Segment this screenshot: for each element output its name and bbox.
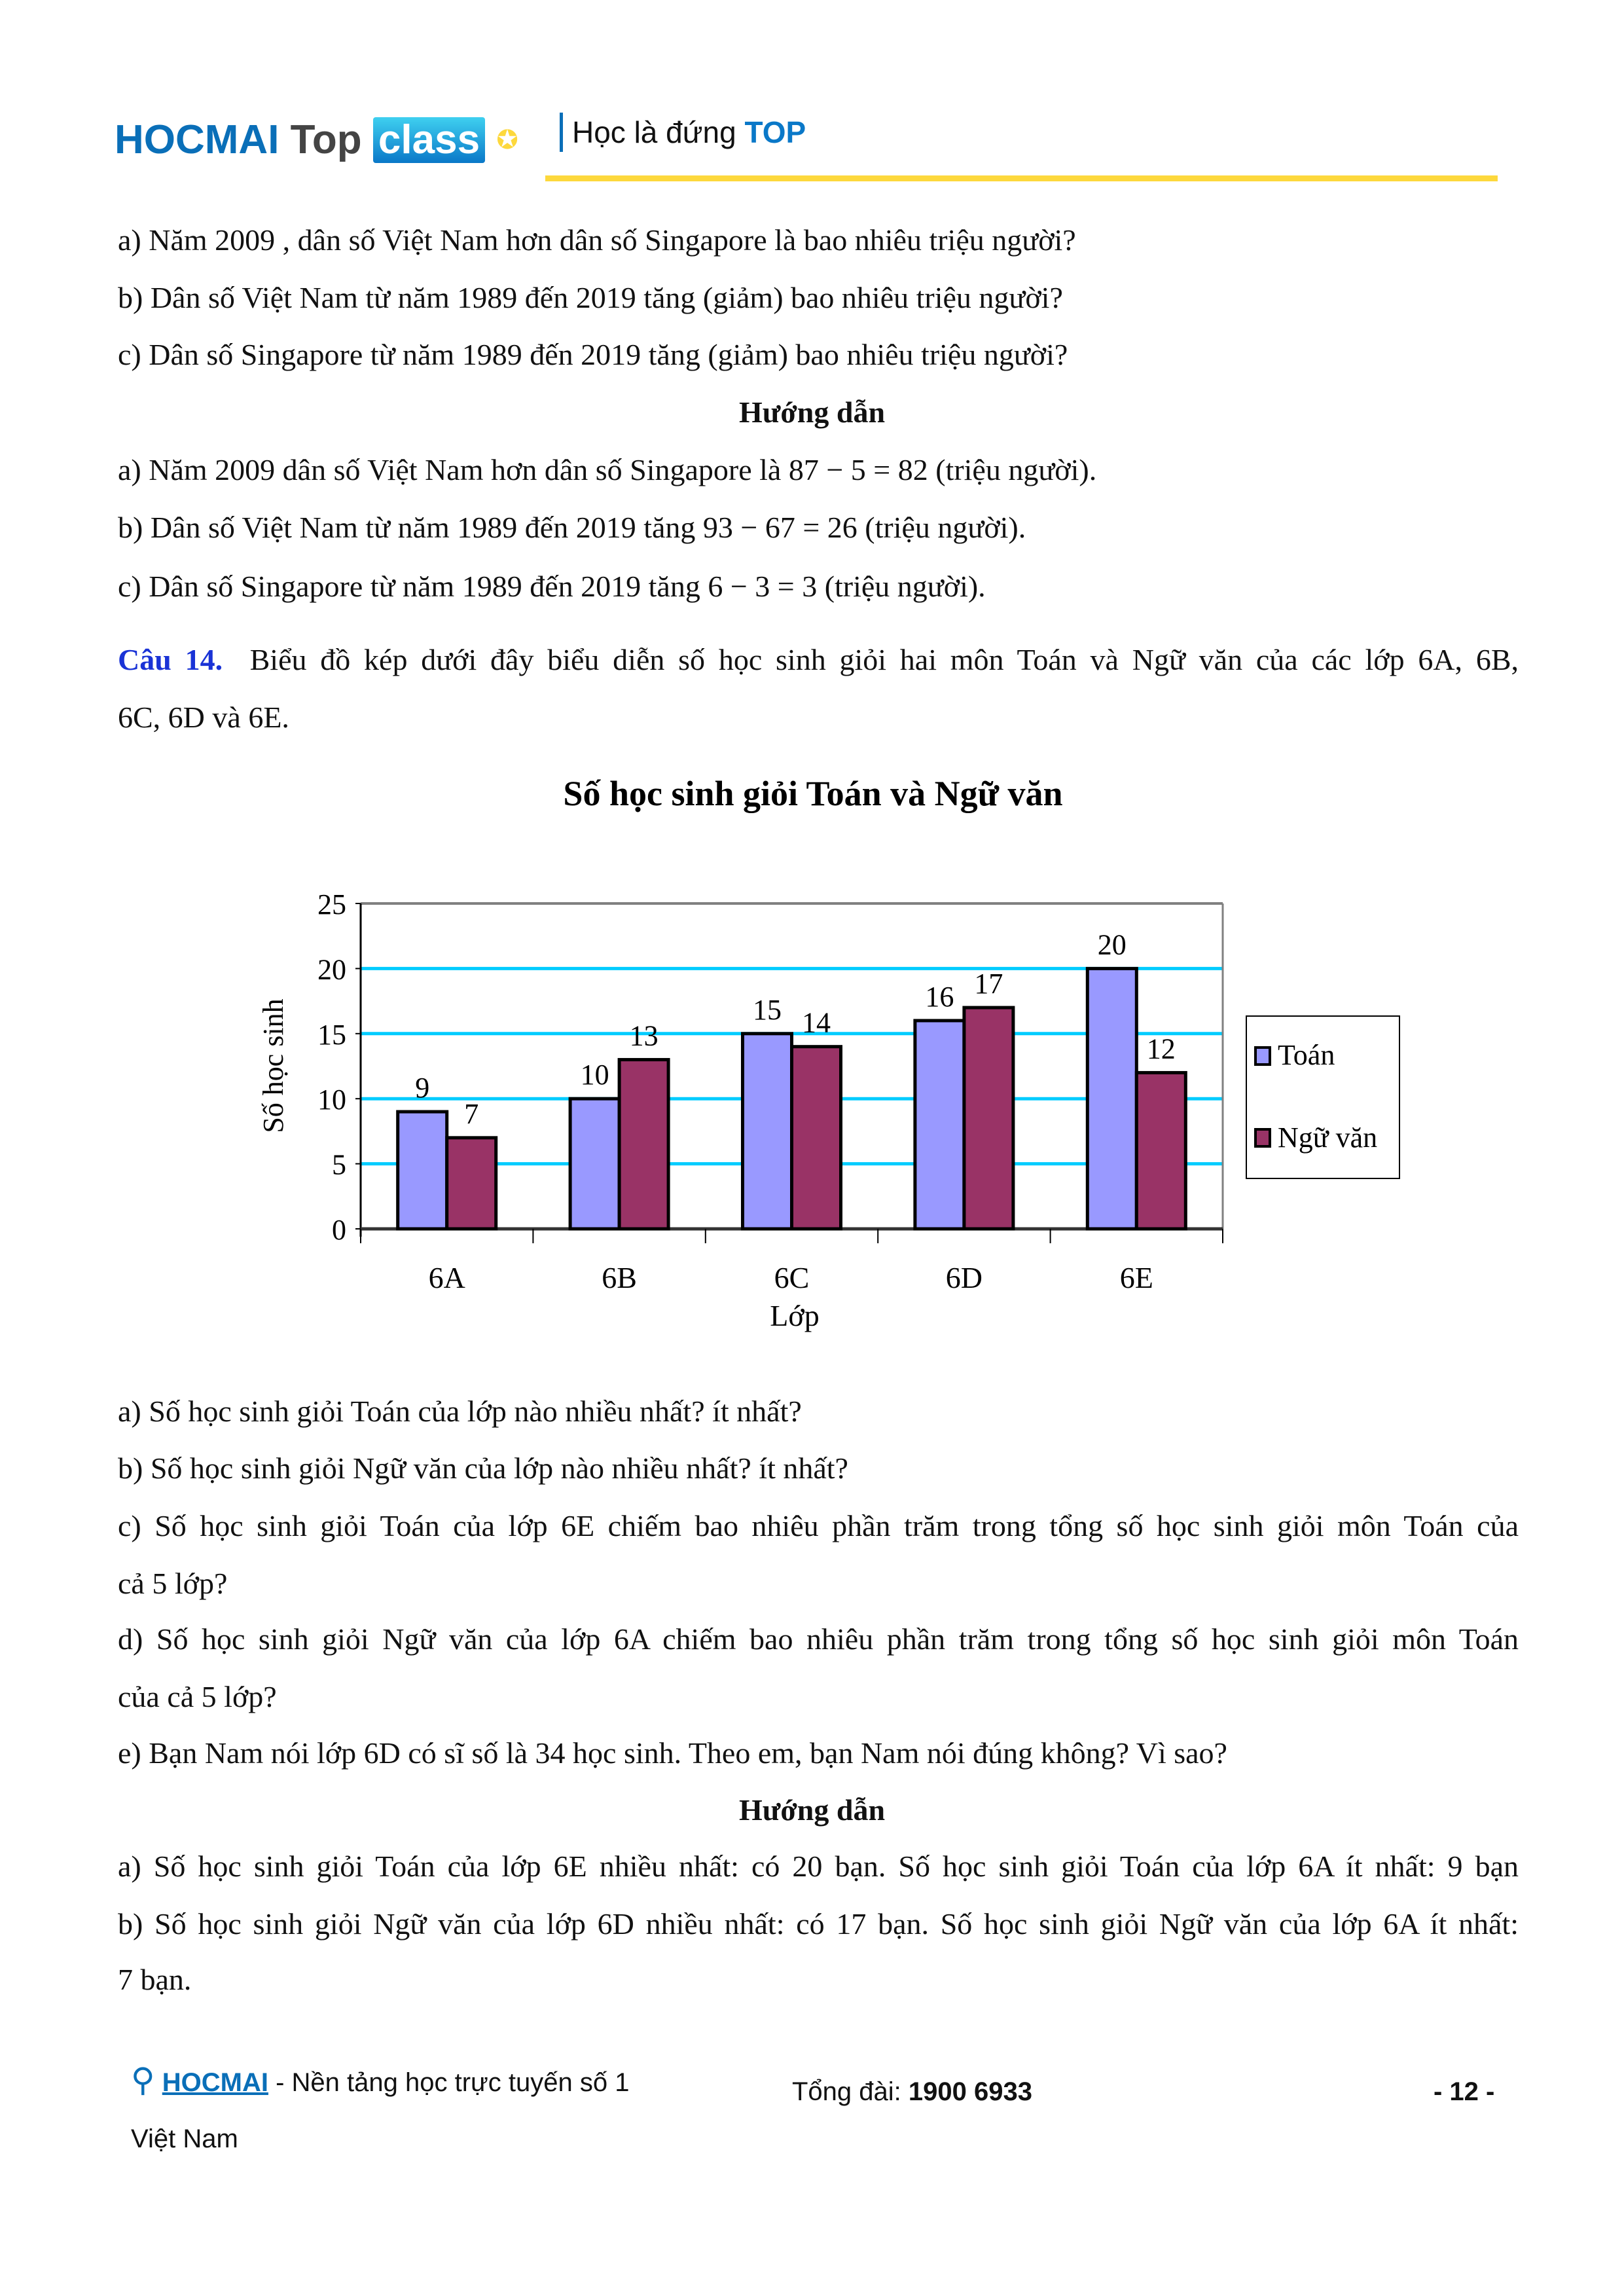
data-label: 9	[415, 1072, 430, 1104]
legend-swatch-ngu-van	[1255, 1129, 1270, 1146]
guide-title-14: Hướng dẫn	[738, 1793, 886, 1827]
bar-toan	[1087, 968, 1136, 1229]
bar-toan	[743, 1034, 792, 1229]
y-axis-label: Số học sinh	[257, 998, 289, 1133]
answer-line: 7 bạn.	[118, 1963, 192, 1996]
question-label: Câu 14.	[118, 643, 223, 676]
question-part: a) Số học sinh giỏi Toán của lớp nào nhiều nhất? ít nhất?	[118, 1394, 802, 1428]
slogan-text: Học là đứng	[572, 115, 736, 149]
x-tick-label: 6C	[774, 1261, 810, 1294]
question-14-intro-cont: 6C, 6D và 6E.	[118, 701, 289, 734]
y-tick-label: 25	[317, 888, 346, 920]
footer-tagline-cont: Việt Nam	[131, 2124, 238, 2153]
question-part: của cả 5 lớp?	[118, 1680, 277, 1713]
logo-hocmai: HOCMAI	[115, 117, 280, 162]
hocmai-topclass-logo	[115, 115, 518, 165]
chart-title: Số học sinh giỏi Toán và Ngữ văn	[563, 774, 1063, 813]
question-part: c) Số học sinh giỏi Toán của lớp 6E chiếm bao nhiêu phần trăm trong tổng số học sinh giỏi môn Toán của	[118, 1509, 1519, 1542]
y-tick-label: 10	[317, 1084, 346, 1116]
answer-line: b) Số học sinh giỏi Ngữ văn của lớp 6D nhiều nhất: có 17 bạn. Số học sinh giỏi Ngữ văn của lớp 6A ít nhất:	[118, 1907, 1519, 1941]
data-label: 20	[1097, 928, 1127, 961]
prev-question-b: b) Dân số Việt Nam từ năm 1989 đến 2019 tăng (giảm) bao nhiêu triệu người?	[118, 281, 1063, 314]
data-label: 17	[974, 968, 1003, 1000]
x-tick-label: 6B	[602, 1261, 637, 1294]
data-label: 13	[629, 1019, 659, 1052]
question-part: b) Số học sinh giỏi Ngữ văn của lớp nào nhiều nhất? ít nhất?	[118, 1451, 848, 1485]
hotline-label: Tổng đài:	[792, 2077, 909, 2106]
footer-brand-link[interactable]: HOCMAI	[162, 2068, 268, 2097]
question-text: Biểu đồ kép dưới đây biểu diễn số học sinh giỏi hai môn Toán và Ngữ văn của các lớp 6A, 6B,	[249, 643, 1519, 676]
guide-title: Hướng dẫn	[738, 395, 886, 429]
legend-swatch-toan	[1255, 1048, 1270, 1065]
answer-line: a) Số học sinh giỏi Toán của lớp 6E nhiều nhất: có 20 bạn. Số học sinh giỏi Toán của lớp 6A ít nhất: 9 bạn	[118, 1850, 1519, 1883]
x-tick-label: 6D	[945, 1261, 983, 1294]
prev-answer-a: a) Năm 2009 dân số Việt Nam hơn dân số Singapore là 87 − 5 = 82 (triệu người).	[118, 453, 1097, 486]
prev-answer-c: c) Dân số Singapore từ năm 1989 đến 2019 tăng 6 − 3 = 3 (triệu người).	[118, 570, 986, 603]
y-tick-label: 0	[332, 1214, 346, 1246]
question-part: e) Bạn Nam nói lớp 6D có sĩ số là 34 học sinh. Theo em, bạn Nam nói đúng không? Vì sao?	[118, 1736, 1227, 1770]
question-14-intro	[118, 640, 1519, 680]
question-part: cả 5 lớp?	[118, 1567, 228, 1600]
data-label: 16	[925, 980, 954, 1013]
bar-ngu-van	[792, 1047, 841, 1229]
bar-ngu-van	[1136, 1072, 1185, 1229]
data-label: 14	[802, 1006, 831, 1039]
legend-label-toan: Toán	[1278, 1039, 1335, 1071]
bar-toan	[398, 1112, 447, 1229]
hotline-number: 1900 6933	[908, 2077, 1032, 2106]
data-label: 12	[1146, 1032, 1176, 1065]
y-tick-label: 20	[317, 953, 346, 986]
bar-chart	[0, 753, 1624, 1355]
page-number: - 12 -	[1434, 2077, 1495, 2106]
x-tick-label: 6A	[428, 1261, 465, 1294]
header-divider	[545, 175, 1498, 181]
bar-toan	[915, 1021, 964, 1229]
x-tick-label: 6E	[1119, 1261, 1153, 1294]
data-label: 15	[753, 993, 782, 1026]
data-label: 7	[464, 1097, 479, 1130]
slogan	[560, 113, 806, 152]
footer	[131, 2062, 629, 2100]
question-part: d) Số học sinh giỏi Ngữ văn của lớp 6A chiếm bao nhiêu phần trăm trong tổng số học sinh giỏi môn Toán	[118, 1622, 1519, 1656]
footer-tagline: - Nền tảng học trực tuyến số 1	[268, 2068, 630, 2097]
prev-answer-b: b) Dân số Việt Nam từ năm 1989 đến 2019 tăng 93 − 67 = 26 (triệu người).	[118, 511, 1026, 544]
slogan-top: TOP	[744, 115, 806, 149]
bar-ngu-van	[447, 1138, 496, 1229]
star-gear-icon: ✪	[496, 126, 518, 155]
footer-hotline	[792, 2074, 1032, 2109]
legend	[1246, 1016, 1399, 1178]
bar-ngu-van	[964, 1008, 1013, 1229]
prev-question-a: a) Năm 2009 , dân số Việt Nam hơn dân số Singapore là bao nhiêu triệu người?	[118, 223, 1076, 257]
bar-ngu-van	[619, 1060, 668, 1229]
legend-label-ngu-van: Ngữ văn	[1278, 1121, 1378, 1154]
bar-toan	[570, 1099, 619, 1229]
data-label: 10	[580, 1059, 609, 1091]
y-tick-label: 5	[332, 1148, 346, 1181]
logo-top: Top	[290, 117, 362, 162]
x-axis-label: Lớp	[770, 1299, 820, 1332]
hocmai-mascot-icon: ⚲	[131, 2062, 155, 2098]
prev-question-c: c) Dân số Singapore từ năm 1989 đến 2019 tăng (giảm) bao nhiêu triệu người?	[118, 338, 1068, 371]
y-tick-label: 15	[317, 1018, 346, 1051]
logo-class: class	[373, 117, 485, 163]
